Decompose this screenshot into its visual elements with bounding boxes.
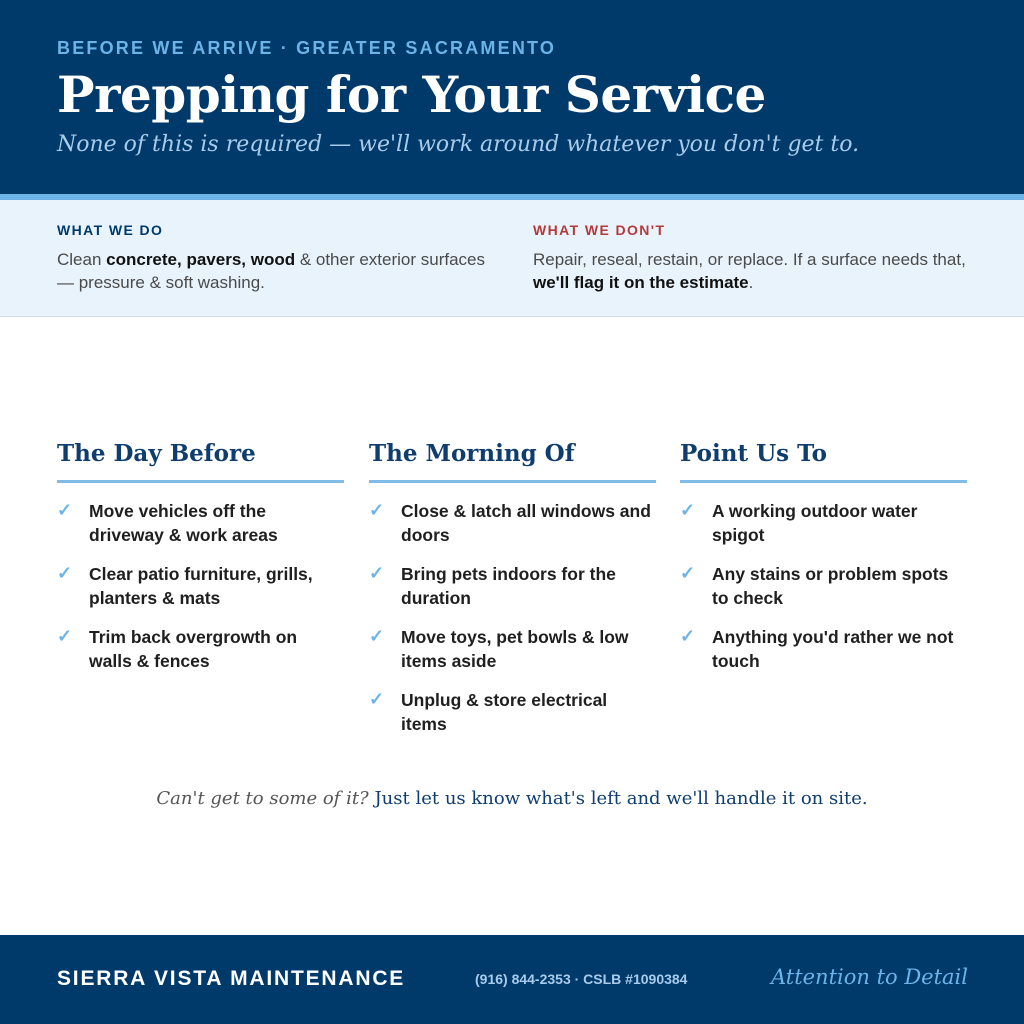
check-icon: ✓	[680, 500, 696, 520]
page-title: Prepping for Your Service	[57, 65, 766, 124]
list-item-text: Move toys, pet bowls & low items aside	[401, 627, 629, 671]
check-icon: ✓	[57, 563, 73, 583]
list-item	[57, 562, 344, 610]
what-we-do-text	[57, 248, 497, 294]
list-item	[369, 625, 656, 673]
what-we-dont-section	[533, 222, 973, 294]
what-we-do-section	[57, 222, 497, 294]
check-icon: ✓	[369, 500, 385, 520]
list-item-text: Clear patio furniture, grills, planters & mats	[89, 564, 313, 608]
brand-name: SIERRA VISTA MAINTENANCE	[57, 967, 406, 990]
contact-info: (916) 844-2353 · CSLB #1090384	[475, 971, 688, 987]
list-item	[57, 499, 344, 547]
closing-note	[0, 788, 1024, 809]
what-we-do-text-part: & other exterior surfaces — pressure & soft washing.	[57, 250, 486, 292]
check-icon: ✓	[369, 563, 385, 583]
list-item-text: Close & latch all windows and doors	[401, 501, 651, 545]
list-item-text: A working outdoor water spigot	[712, 501, 918, 545]
checklist-day-before	[57, 440, 344, 688]
what-we-dont-emphasis: we'll flag it on the estimate	[533, 273, 749, 292]
scope-panel	[0, 200, 1024, 317]
list-item-text: Anything you'd rather we not touch	[712, 627, 954, 671]
list-item-text: Any stains or problem spots to check	[712, 564, 949, 608]
checklist-title: The Day Before	[57, 440, 344, 483]
list-item-text: Unplug & store electrical items	[401, 690, 608, 734]
what-we-do-text-part: Clean	[57, 250, 107, 269]
list-item	[680, 499, 967, 547]
check-icon: ✓	[680, 563, 696, 583]
checklist-items	[57, 499, 344, 673]
list-item	[369, 688, 656, 736]
tagline: Attention to Detail	[770, 965, 968, 989]
checklist-morning-of	[369, 440, 656, 751]
header-banner	[0, 0, 1024, 194]
check-icon: ✓	[680, 626, 696, 646]
list-item	[369, 499, 656, 547]
footer-bar	[0, 935, 1024, 1024]
what-we-dont-text	[533, 248, 973, 294]
check-icon: ✓	[369, 689, 385, 709]
list-item	[57, 625, 344, 673]
check-icon: ✓	[369, 626, 385, 646]
what-we-dont-text-part: Repair, reseal, restain, or replace. If a surface needs that,	[533, 250, 966, 269]
page-subtitle: None of this is required — we'll work around whatever you don't get to.	[57, 132, 860, 157]
checklist-point-us-to	[680, 440, 967, 688]
what-we-do-heading: WHAT WE DO	[57, 222, 164, 238]
eyebrow-label: BEFORE WE ARRIVE · GREATER SACRAMENTO	[57, 38, 557, 58]
what-we-do-emphasis: concrete, pavers, wood	[106, 250, 296, 269]
what-we-dont-text-part: .	[748, 273, 754, 292]
checklist-items	[680, 499, 967, 673]
list-item-text: Move vehicles off the driveway & work areas	[89, 501, 278, 545]
list-item	[369, 562, 656, 610]
list-item	[680, 625, 967, 673]
checklist-title: The Morning Of	[369, 440, 656, 483]
checklist-title: Point Us To	[680, 440, 967, 483]
list-item	[680, 562, 967, 610]
check-icon: ✓	[57, 626, 73, 646]
checklist-items	[369, 499, 656, 736]
closing-note-main: Just let us know what's left and we'll handle it on site.	[374, 788, 868, 809]
closing-note-lead: Can't get to some of it?	[156, 788, 369, 809]
check-icon: ✓	[57, 500, 73, 520]
list-item-text: Bring pets indoors for the duration	[401, 564, 616, 608]
list-item-text: Trim back overgrowth on walls & fences	[89, 627, 298, 671]
what-we-dont-heading: WHAT WE DON'T	[533, 222, 666, 238]
